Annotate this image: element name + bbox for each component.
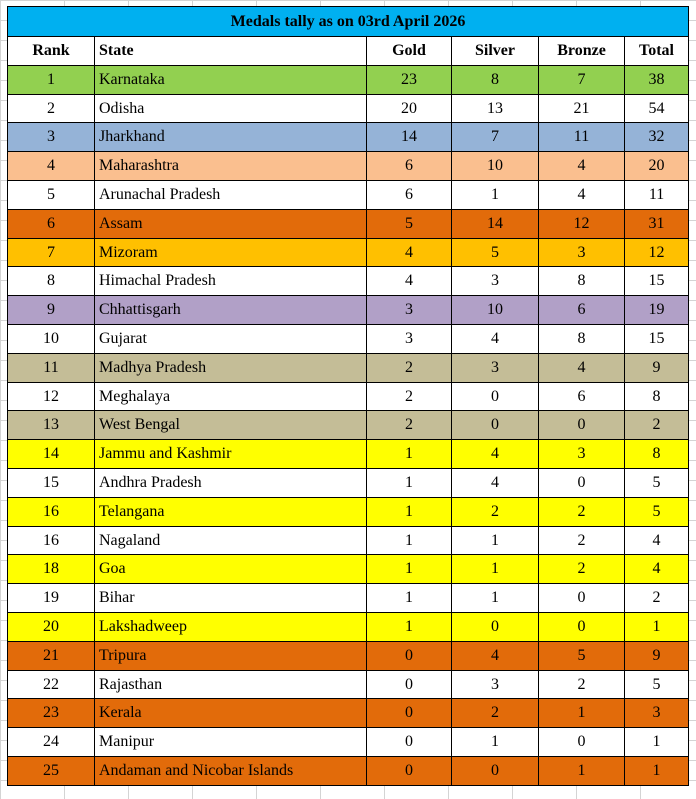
bronze-cell[interactable]: 3 xyxy=(539,440,625,469)
gold-cell[interactable]: 2 xyxy=(367,382,452,411)
state-cell[interactable]: Andhra Pradesh xyxy=(95,468,367,497)
gold-cell[interactable]: 2 xyxy=(367,353,452,382)
bronze-cell[interactable]: 5 xyxy=(539,641,625,670)
total-cell[interactable]: 5 xyxy=(625,468,689,497)
total-cell[interactable]: 9 xyxy=(625,641,689,670)
bronze-cell[interactable]: 1 xyxy=(539,756,625,785)
state-cell[interactable]: Lakshadweep xyxy=(95,612,367,641)
rank-cell[interactable]: 19 xyxy=(8,584,95,613)
rank-cell[interactable]: 9 xyxy=(8,296,95,325)
title-row xyxy=(8,7,689,37)
gold-cell[interactable]: 5 xyxy=(367,209,452,238)
gold-cell[interactable]: 3 xyxy=(367,324,452,353)
state-cell[interactable]: Rajasthan xyxy=(95,670,367,699)
gold-cell[interactable]: 1 xyxy=(367,555,452,584)
bronze-cell[interactable]: 0 xyxy=(539,584,625,613)
state-cell[interactable]: Maharashtra xyxy=(95,152,367,181)
table-row xyxy=(8,382,689,411)
header-total[interactable]: Total xyxy=(625,37,689,66)
total-cell[interactable]: 54 xyxy=(625,94,689,123)
bronze-cell[interactable]: 2 xyxy=(539,526,625,555)
total-cell[interactable]: 19 xyxy=(625,296,689,325)
silver-cell[interactable]: 3 xyxy=(452,267,539,296)
table-row xyxy=(8,526,689,555)
silver-cell[interactable]: 3 xyxy=(452,353,539,382)
gold-cell[interactable]: 0 xyxy=(367,699,452,728)
total-cell[interactable]: 12 xyxy=(625,238,689,267)
silver-cell[interactable]: 4 xyxy=(452,641,539,670)
rank-cell[interactable]: 15 xyxy=(8,468,95,497)
rank-cell[interactable]: 11 xyxy=(8,353,95,382)
state-cell[interactable]: Madhya Pradesh xyxy=(95,353,367,382)
bronze-cell[interactable]: 0 xyxy=(539,728,625,757)
total-cell[interactable]: 38 xyxy=(625,65,689,94)
total-cell[interactable]: 4 xyxy=(625,555,689,584)
table-row xyxy=(8,468,689,497)
rank-cell[interactable]: 10 xyxy=(8,324,95,353)
state-cell[interactable]: Manipur xyxy=(95,728,367,757)
silver-cell[interactable]: 14 xyxy=(452,209,539,238)
total-cell[interactable]: 5 xyxy=(625,497,689,526)
total-cell[interactable]: 1 xyxy=(625,756,689,785)
rank-cell[interactable]: 3 xyxy=(8,123,95,152)
silver-cell[interactable]: 5 xyxy=(452,238,539,267)
bronze-cell[interactable]: 8 xyxy=(539,267,625,296)
table-row xyxy=(8,584,689,613)
state-cell[interactable]: Kerala xyxy=(95,699,367,728)
gold-cell[interactable]: 23 xyxy=(367,65,452,94)
header-row xyxy=(8,37,689,66)
bronze-cell[interactable]: 0 xyxy=(539,612,625,641)
silver-cell[interactable]: 7 xyxy=(452,123,539,152)
header-gold[interactable]: Gold xyxy=(367,37,452,66)
table-row xyxy=(8,728,689,757)
gold-cell[interactable]: 1 xyxy=(367,584,452,613)
total-cell[interactable]: 2 xyxy=(625,584,689,613)
silver-cell[interactable]: 10 xyxy=(452,296,539,325)
table-row xyxy=(8,497,689,526)
gold-cell[interactable]: 3 xyxy=(367,296,452,325)
rank-cell[interactable]: 16 xyxy=(8,526,95,555)
gold-cell[interactable]: 1 xyxy=(367,440,452,469)
rank-cell[interactable]: 22 xyxy=(8,670,95,699)
total-cell[interactable]: 15 xyxy=(625,267,689,296)
rank-cell[interactable]: 24 xyxy=(8,728,95,757)
bronze-cell[interactable]: 0 xyxy=(539,411,625,440)
state-cell[interactable]: Chhattisgarh xyxy=(95,296,367,325)
gold-cell[interactable]: 4 xyxy=(367,238,452,267)
gold-cell[interactable]: 6 xyxy=(367,152,452,181)
table-row xyxy=(8,180,689,209)
gold-cell[interactable]: 2 xyxy=(367,411,452,440)
state-cell[interactable]: Gujarat xyxy=(95,324,367,353)
bronze-cell[interactable]: 1 xyxy=(539,699,625,728)
bronze-cell[interactable]: 2 xyxy=(539,497,625,526)
table-row xyxy=(8,440,689,469)
total-cell[interactable]: 9 xyxy=(625,353,689,382)
state-cell[interactable]: Nagaland xyxy=(95,526,367,555)
silver-cell[interactable]: 1 xyxy=(452,180,539,209)
rank-cell[interactable]: 23 xyxy=(8,699,95,728)
table-row xyxy=(8,612,689,641)
state-cell[interactable]: Odisha xyxy=(95,94,367,123)
rank-cell[interactable]: 18 xyxy=(8,555,95,584)
total-cell[interactable]: 1 xyxy=(625,728,689,757)
total-cell[interactable]: 2 xyxy=(625,411,689,440)
total-cell[interactable]: 8 xyxy=(625,440,689,469)
silver-cell[interactable]: 0 xyxy=(452,756,539,785)
rank-cell[interactable]: 5 xyxy=(8,180,95,209)
bronze-cell[interactable]: 4 xyxy=(539,353,625,382)
state-cell[interactable]: Mizoram xyxy=(95,238,367,267)
bronze-cell[interactable]: 4 xyxy=(539,152,625,181)
bronze-cell[interactable]: 2 xyxy=(539,555,625,584)
bronze-cell[interactable]: 4 xyxy=(539,180,625,209)
table-title[interactable]: Medals tally as on 03rd April 2026 xyxy=(8,7,689,37)
silver-cell[interactable]: 4 xyxy=(452,468,539,497)
rank-cell[interactable]: 8 xyxy=(8,267,95,296)
state-cell[interactable]: Arunachal Pradesh xyxy=(95,180,367,209)
rank-cell[interactable]: 13 xyxy=(8,411,95,440)
bronze-cell[interactable]: 11 xyxy=(539,123,625,152)
state-cell[interactable]: Assam xyxy=(95,209,367,238)
gold-cell[interactable]: 0 xyxy=(367,728,452,757)
bronze-cell[interactable]: 2 xyxy=(539,670,625,699)
header-silver[interactable]: Silver xyxy=(452,37,539,66)
gold-cell[interactable]: 0 xyxy=(367,641,452,670)
gold-cell[interactable]: 1 xyxy=(367,612,452,641)
state-cell[interactable]: Goa xyxy=(95,555,367,584)
state-cell[interactable]: Himachal Pradesh xyxy=(95,267,367,296)
silver-cell[interactable]: 4 xyxy=(452,440,539,469)
total-cell[interactable]: 32 xyxy=(625,123,689,152)
table-row xyxy=(8,670,689,699)
state-cell[interactable]: Telangana xyxy=(95,497,367,526)
table-row xyxy=(8,555,689,584)
rank-cell[interactable]: 25 xyxy=(8,756,95,785)
bronze-cell[interactable]: 7 xyxy=(539,65,625,94)
rank-cell[interactable]: 6 xyxy=(8,209,95,238)
table-row xyxy=(8,324,689,353)
silver-cell[interactable]: 10 xyxy=(452,152,539,181)
table-row xyxy=(8,65,689,94)
silver-cell[interactable]: 0 xyxy=(452,382,539,411)
silver-cell[interactable]: 8 xyxy=(452,65,539,94)
silver-cell[interactable]: 1 xyxy=(452,584,539,613)
total-cell[interactable]: 4 xyxy=(625,526,689,555)
header-state[interactable]: State xyxy=(95,37,367,66)
rank-cell[interactable]: 20 xyxy=(8,612,95,641)
silver-cell[interactable]: 4 xyxy=(452,324,539,353)
gold-cell[interactable]: 1 xyxy=(367,526,452,555)
total-cell[interactable]: 5 xyxy=(625,670,689,699)
rank-cell[interactable]: 7 xyxy=(8,238,95,267)
total-cell[interactable]: 8 xyxy=(625,382,689,411)
table-row xyxy=(8,411,689,440)
state-cell[interactable]: Karnataka xyxy=(95,65,367,94)
rank-cell[interactable]: 14 xyxy=(8,440,95,469)
gold-cell[interactable]: 0 xyxy=(367,756,452,785)
state-cell[interactable]: Bihar xyxy=(95,584,367,613)
table-row xyxy=(8,123,689,152)
bronze-cell[interactable]: 8 xyxy=(539,324,625,353)
table-row xyxy=(8,699,689,728)
bronze-cell[interactable]: 12 xyxy=(539,209,625,238)
rank-cell[interactable]: 2 xyxy=(8,94,95,123)
gold-cell[interactable]: 0 xyxy=(367,670,452,699)
silver-cell[interactable]: 1 xyxy=(452,728,539,757)
table-row xyxy=(8,238,689,267)
header-bronze[interactable]: Bronze xyxy=(539,37,625,66)
table-row xyxy=(8,296,689,325)
total-cell[interactable]: 1 xyxy=(625,612,689,641)
gold-cell[interactable]: 1 xyxy=(367,468,452,497)
medals-table xyxy=(7,6,689,786)
rank-cell[interactable]: 1 xyxy=(8,65,95,94)
total-cell[interactable]: 20 xyxy=(625,152,689,181)
table-row xyxy=(8,353,689,382)
state-cell[interactable]: West Bengal xyxy=(95,411,367,440)
silver-cell[interactable]: 1 xyxy=(452,555,539,584)
total-cell[interactable]: 3 xyxy=(625,699,689,728)
bronze-cell[interactable]: 6 xyxy=(539,296,625,325)
table-body xyxy=(8,65,689,785)
state-cell[interactable]: Meghalaya xyxy=(95,382,367,411)
bronze-cell[interactable]: 21 xyxy=(539,94,625,123)
table-row xyxy=(8,94,689,123)
total-cell[interactable]: 15 xyxy=(625,324,689,353)
header-rank[interactable]: Rank xyxy=(8,37,95,66)
bronze-cell[interactable]: 3 xyxy=(539,238,625,267)
total-cell[interactable]: 11 xyxy=(625,180,689,209)
gold-cell[interactable]: 6 xyxy=(367,180,452,209)
bronze-cell[interactable]: 6 xyxy=(539,382,625,411)
table-row xyxy=(8,209,689,238)
silver-cell[interactable]: 3 xyxy=(452,670,539,699)
total-cell[interactable]: 31 xyxy=(625,209,689,238)
table-row xyxy=(8,756,689,785)
state-cell[interactable]: Jharkhand xyxy=(95,123,367,152)
table-row xyxy=(8,641,689,670)
gold-cell[interactable]: 1 xyxy=(367,497,452,526)
silver-cell[interactable]: 13 xyxy=(452,94,539,123)
rank-cell[interactable]: 12 xyxy=(8,382,95,411)
table-row xyxy=(8,152,689,181)
state-cell[interactable]: Tripura xyxy=(95,641,367,670)
state-cell[interactable]: Andaman and Nicobar Islands xyxy=(95,756,367,785)
silver-cell[interactable]: 0 xyxy=(452,411,539,440)
bronze-cell[interactable]: 0 xyxy=(539,468,625,497)
gold-cell[interactable]: 20 xyxy=(367,94,452,123)
rank-cell[interactable]: 4 xyxy=(8,152,95,181)
silver-cell[interactable]: 1 xyxy=(452,526,539,555)
silver-cell[interactable]: 0 xyxy=(452,612,539,641)
gold-cell[interactable]: 14 xyxy=(367,123,452,152)
gold-cell[interactable]: 4 xyxy=(367,267,452,296)
silver-cell[interactable]: 2 xyxy=(452,699,539,728)
table-row xyxy=(8,267,689,296)
rank-cell[interactable]: 21 xyxy=(8,641,95,670)
rank-cell[interactable]: 16 xyxy=(8,497,95,526)
silver-cell[interactable]: 2 xyxy=(452,497,539,526)
state-cell[interactable]: Jammu and Kashmir xyxy=(95,440,367,469)
